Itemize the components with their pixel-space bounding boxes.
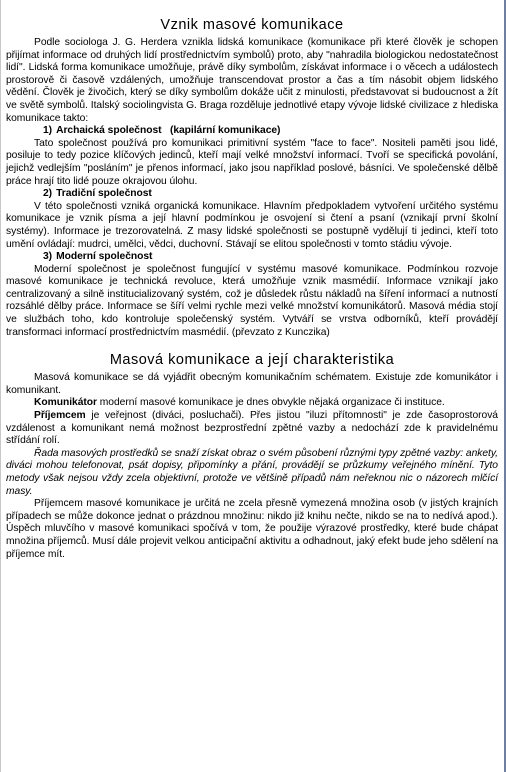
section-title-charakteristika: Masová komunikace a její charakteristika	[109, 352, 395, 369]
paragraph-prijemce-text: je veřejnost (diváci, posluchači). Přes jistou "iluzi přítomnosti" je zde časoprostorová vzdálenost a komunikant nemá možnost bezprostřední zpětné vazby a nedochází zde k pravidelnému střídání rolí.	[6, 410, 498, 447]
paragraph-moderni: Moderní společnost je společnost fungující v systému masové komunikace. Podmínkou rozvoje masové komunikace je technická revoluce, která umožňuje vznik masmédií. Informace vznikají jako centralizovaný a silně institucializovaný systém, což je důsledek růstu nákladů na šíření informací a nutností rozsáhlé dělby práce. Informace se šíří velmi rychle mezi velké množství komunikátorů. Masová média stojí ve službách toho, kdo kontroluje společenský systém. Vytváří se vrstva odborníků, kteří provádějí transformaci informací prostřednictvím masmédií. (převzato z Kunczika)	[6, 263, 498, 338]
paragraph-komunikator	[6, 397, 498, 410]
document-content	[6, 16, 498, 561]
subheading-moderni	[6, 251, 498, 264]
paragraph-komunikator-text: moderní masové komunikace je dnes obvykle nějaká organizace či instituce.	[96, 397, 445, 409]
subheading-label: Moderní společnost	[56, 251, 153, 263]
term-prijemce: Příjemcem	[34, 410, 86, 422]
subheading-archaicka	[6, 125, 498, 138]
paragraph-tradicni: V této společnosti vzniká organická komunikace. Hlavním předpokladem vytvoření určitého systému komunikace je vznik písma a její hlavní podmínkou je osvojení si čtení a psaní (vznikají první školní systémy). Informace je trezorovatelná. Z masy lidské společnosti se postupně vydělují ti jedinci, kteří toto umění ovládají: mudrci, umělci, vědci, duchovní. Stávají se elitou společnosti v tomto stádiu vývoje.	[6, 200, 498, 250]
paragraph-archaicka: Tato společnost používá pro komunikaci primitivní systém "face to face". Nositeli paměti jsou lidé, posiluje to tedy pozice klíčových jedinců, kteří mají velké množství informací. Tvoří se specifická povolání, jejichž vedlejším "posláním" je přenos informací, jako jsou například poslové, básníci. Ve společenské dělbě práce hrají tito lidé pouze okrajovou úlohu.	[6, 137, 498, 187]
subheading-number: 2)	[43, 188, 53, 200]
intro-paragraph: Podle sociologa J. G. Herdera vznikla lidská komunikace (komunikace při které člověk je schopen přijímat informace od druhých lidí prostřednictvím symbolů) proto, aby "nahradila biologickou nedostatečnost lidí". Lidská forma komunikace umožňuje, právě díky symbolům, získávat informace i o věcech a událostech prostorově či časově vzdálených, umožňuje transcendovat prostor a čas a tím násobit objem lidského vědění. Člověk je živočich, který se díky symbolům dokáže učit z minulosti, představovat si budoucnost a žít ve světě symbolů. Italský sociolingvista G. Braga rozděluje jednotlivé etapy vývoje lidské civilizace z hlediska komunikace takto:	[6, 37, 498, 124]
subheading-label: Tradiční společnost	[56, 188, 152, 200]
paragraph-zpetna-vazba: Řada masových prostředků se snaží získat obraz o svém působení různými typy zpětné vazby: ankety, diváci mohou telefonovat, psát dopisy, připomínky a přání, provádějí se průzkumy veřejného mínění. Tyto metody však nejsou vždy zcela objektivní, protože ve většině případů nám neřeknou nic o názorech mlčící masy.	[6, 447, 498, 497]
section-title-vznik: Vznik masové komunikace	[160, 17, 344, 33]
term-komunikator: Komunikátor	[34, 397, 97, 409]
paragraph-schema: Masová komunikace se dá vyjádřit obecným komunikačním schématem. Existuje zde komunikátor i komunikant.	[6, 372, 498, 396]
subheading-tradicni	[6, 188, 498, 201]
subheading-label: Archaická společnost (kapilární komunikace)	[56, 125, 281, 137]
subheading-number: 3)	[43, 251, 53, 263]
paragraph-prijemce	[6, 410, 498, 448]
paragraph-mnozina-prijemcu: Příjemcem masové komunikace je určitá ne zcela přesně vymezená množina osob (v jistých krajních případech se může dokonce jednat o prázdnou množinu: nikdo již knihu nečte, nikdo se na to nedívá apod.). Úspěch mluvčího v masové komunikaci spočívá v tom, že použije výrazové prostředky, které bude chápat množina příjemců. Musí dále projevit velkou anticipační aktivitu a odhadnout, jaký efekt bude jeho sdělení na příjemce mít.	[6, 498, 498, 560]
subheading-number: 1)	[43, 125, 53, 137]
